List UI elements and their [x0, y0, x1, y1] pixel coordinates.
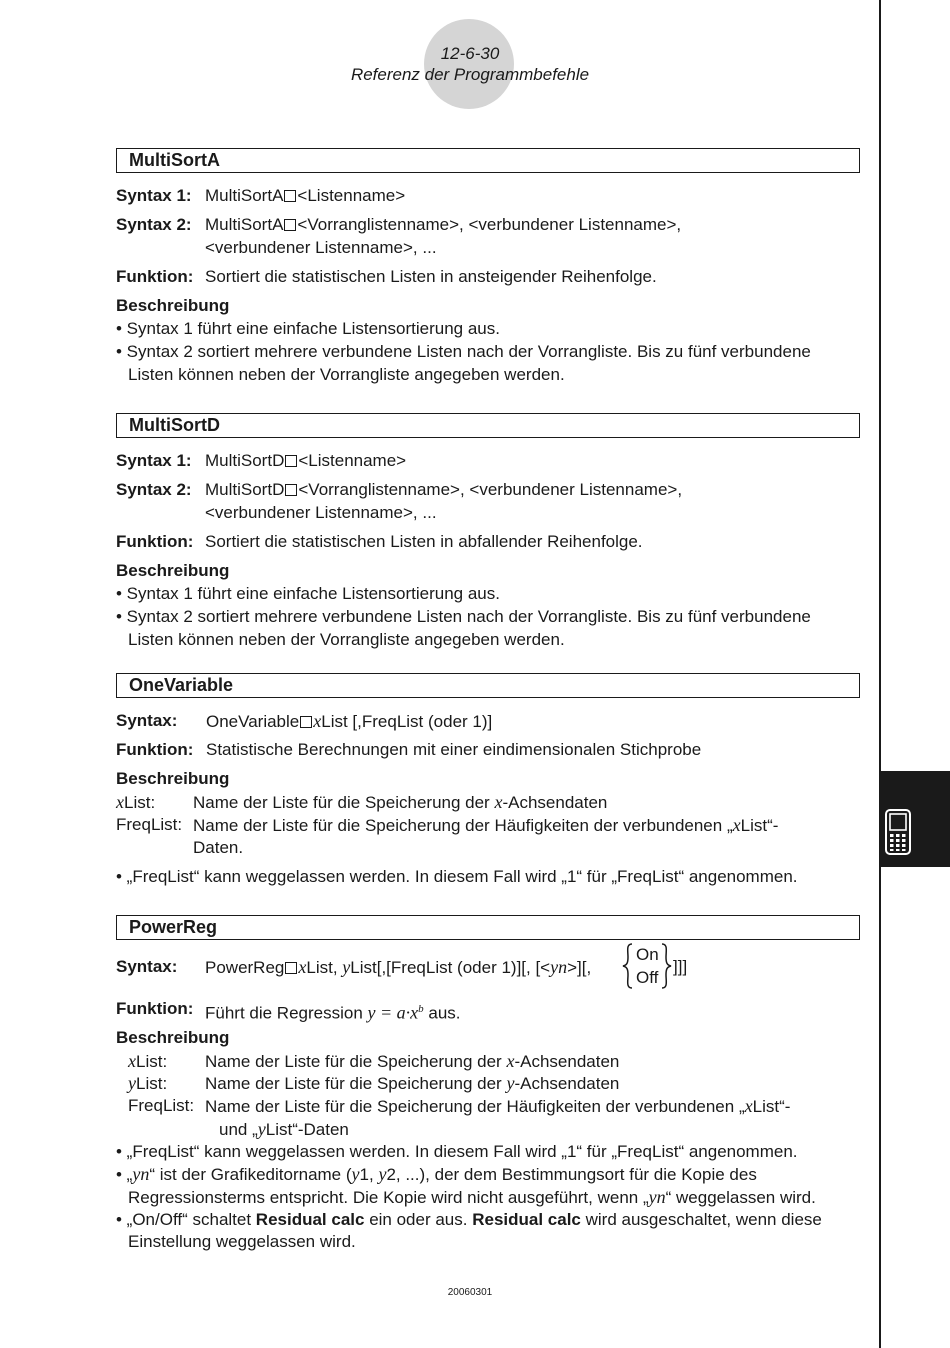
xlist-description: Name der Liste für die Speicherung der x-Achsendaten	[193, 792, 608, 812]
bullet-item: • „yn“ ist der Grafikeditorname (y1, y2, ...), der dem Bestimmungsort für die Kopie des	[116, 1164, 757, 1184]
syntax2-label: Syntax 2:	[116, 215, 192, 234]
syntax1-label: Syntax 1:	[116, 186, 192, 205]
ylist-description: Name der Liste für die Speicherung der y-Achsendaten	[205, 1073, 620, 1093]
footer-code: 20060301	[447, 1287, 493, 1298]
chapter-side-tab	[881, 771, 950, 867]
beschreibung-label: Beschreibung	[116, 1028, 230, 1047]
syntax1-text: MultiSortA <Listenname>	[205, 186, 406, 205]
syntax-end: ]]]	[673, 957, 688, 976]
freqlist-description: Name der Liste für die Speicherung der Häufigkeiten der verbundenen „xList“-	[193, 815, 779, 835]
syntax2-continuation: <verbundener Listenname>, ...	[205, 238, 437, 257]
page-subtitle: Referenz der Programmbefehle	[350, 65, 590, 84]
section-heading-multisorta: MultiSortA	[116, 148, 860, 173]
beschreibung-label: Beschreibung	[116, 769, 230, 788]
bullet-continuation: Listen können neben der Vorrangliste angegeben werden.	[128, 365, 565, 384]
bullet-item: • „On/Off“ schaltet Residual calc ein oder aus. Residual calc wird ausgeschaltet, wenn diese	[116, 1210, 822, 1229]
syntax-text: PowerReg xList, yList[,[FreqList (oder 1)][, [<yn>][,	[205, 957, 592, 977]
space-symbol-icon	[285, 962, 297, 974]
freqlist-description-continuation: Daten.	[193, 838, 244, 857]
section-heading-multisortd: MultiSortD	[116, 413, 860, 438]
funktion-label: Funktion:	[116, 740, 194, 759]
syntax-text: OneVariable xList [,FreqList (oder 1)]	[206, 711, 493, 731]
bullet-continuation: Einstellung weggelassen wird.	[128, 1232, 356, 1251]
syntax-label: Syntax:	[116, 711, 178, 730]
funktion-label: Funktion:	[116, 532, 194, 551]
funktion-label: Funktion:	[116, 999, 194, 1018]
freqlist-description: Name der Liste für die Speicherung der Häufigkeiten der verbundenen „xList“-	[205, 1096, 791, 1116]
freqlist-term: FreqList:	[128, 1096, 195, 1115]
page-number: 12-6-30	[440, 44, 500, 63]
beschreibung-label: Beschreibung	[116, 561, 230, 580]
xlist-description: Name der Liste für die Speicherung der x-Achsendaten	[205, 1051, 620, 1071]
funktion-text: Statistische Berechnungen mit einer eindimensionalen Stichprobe	[206, 740, 702, 759]
bullet-item: • Syntax 1 führt eine einfache Listensortierung aus.	[116, 319, 500, 338]
freqlist-term: FreqList:	[116, 815, 183, 834]
space-symbol-icon	[285, 484, 297, 496]
right-brace-icon	[660, 943, 672, 989]
syntax-label: Syntax:	[116, 957, 178, 976]
right-margin-rule	[879, 0, 881, 1348]
calculator-icon	[885, 809, 911, 855]
space-symbol-icon	[300, 716, 312, 728]
syntax2-text: MultiSortA <Vorranglistenname>, <verbundener Listenname>,	[205, 215, 682, 234]
funktion-text: Führt die Regression $y = a\cdot x^b$ aus.	[205, 1002, 461, 1023]
space-symbol-icon	[284, 190, 296, 202]
bullet-continuation: Listen können neben der Vorrangliste angegeben werden.	[128, 630, 565, 649]
bullet-item: • Syntax 2 sortiert mehrere verbundene Listen nach der Vorrangliste. Bis zu fünf verbundene	[116, 607, 811, 626]
space-symbol-icon	[285, 455, 297, 467]
syntax2-label: Syntax 2:	[116, 480, 192, 499]
space-symbol-icon	[284, 219, 296, 231]
xlist-term: xList:	[116, 792, 156, 812]
bullet-item: • Syntax 1 führt eine einfache Listensortierung aus.	[116, 584, 500, 603]
freqlist-description-continuation: und „yList“-Daten	[219, 1119, 349, 1139]
page-number-circle	[424, 19, 514, 109]
bullet-item: • Syntax 2 sortiert mehrere verbundene Listen nach der Vorrangliste. Bis zu fünf verbundene	[116, 342, 811, 361]
funktion-text: Sortiert die statistischen Listen in abfallender Reihenfolge.	[205, 532, 643, 551]
bullet-item: • „FreqList“ kann weggelassen werden. In diesem Fall wird „1“ für „FreqList“ angenommen.	[116, 867, 798, 886]
syntax2-continuation: <verbundener Listenname>, ...	[205, 503, 437, 522]
syntax1-label: Syntax 1:	[116, 451, 192, 470]
beschreibung-label: Beschreibung	[116, 296, 230, 315]
option-on: On	[636, 945, 659, 964]
syntax1-text: MultiSortD <Listenname>	[205, 451, 407, 470]
ylist-term: yList:	[128, 1073, 168, 1093]
funktion-label: Funktion:	[116, 267, 194, 286]
section-heading-onevariable: OneVariable	[116, 673, 860, 698]
left-brace-icon	[622, 943, 634, 989]
bullet-item: • „FreqList“ kann weggelassen werden. In diesem Fall wird „1“ für „FreqList“ angenommen.	[116, 1142, 798, 1161]
bullet-continuation: Regressionsterms entspricht. Die Kopie wird nicht ausgeführt, wenn „yn“ weggelassen wird.	[128, 1187, 816, 1207]
option-off: Off	[636, 968, 659, 987]
syntax2-text: MultiSortD <Vorranglistenname>, <verbundener Listenname>,	[205, 480, 683, 499]
funktion-text: Sortiert die statistischen Listen in ansteigender Reihenfolge.	[205, 267, 657, 286]
xlist-term: xList:	[128, 1051, 168, 1071]
section-heading-powerreg: PowerReg	[116, 915, 860, 940]
